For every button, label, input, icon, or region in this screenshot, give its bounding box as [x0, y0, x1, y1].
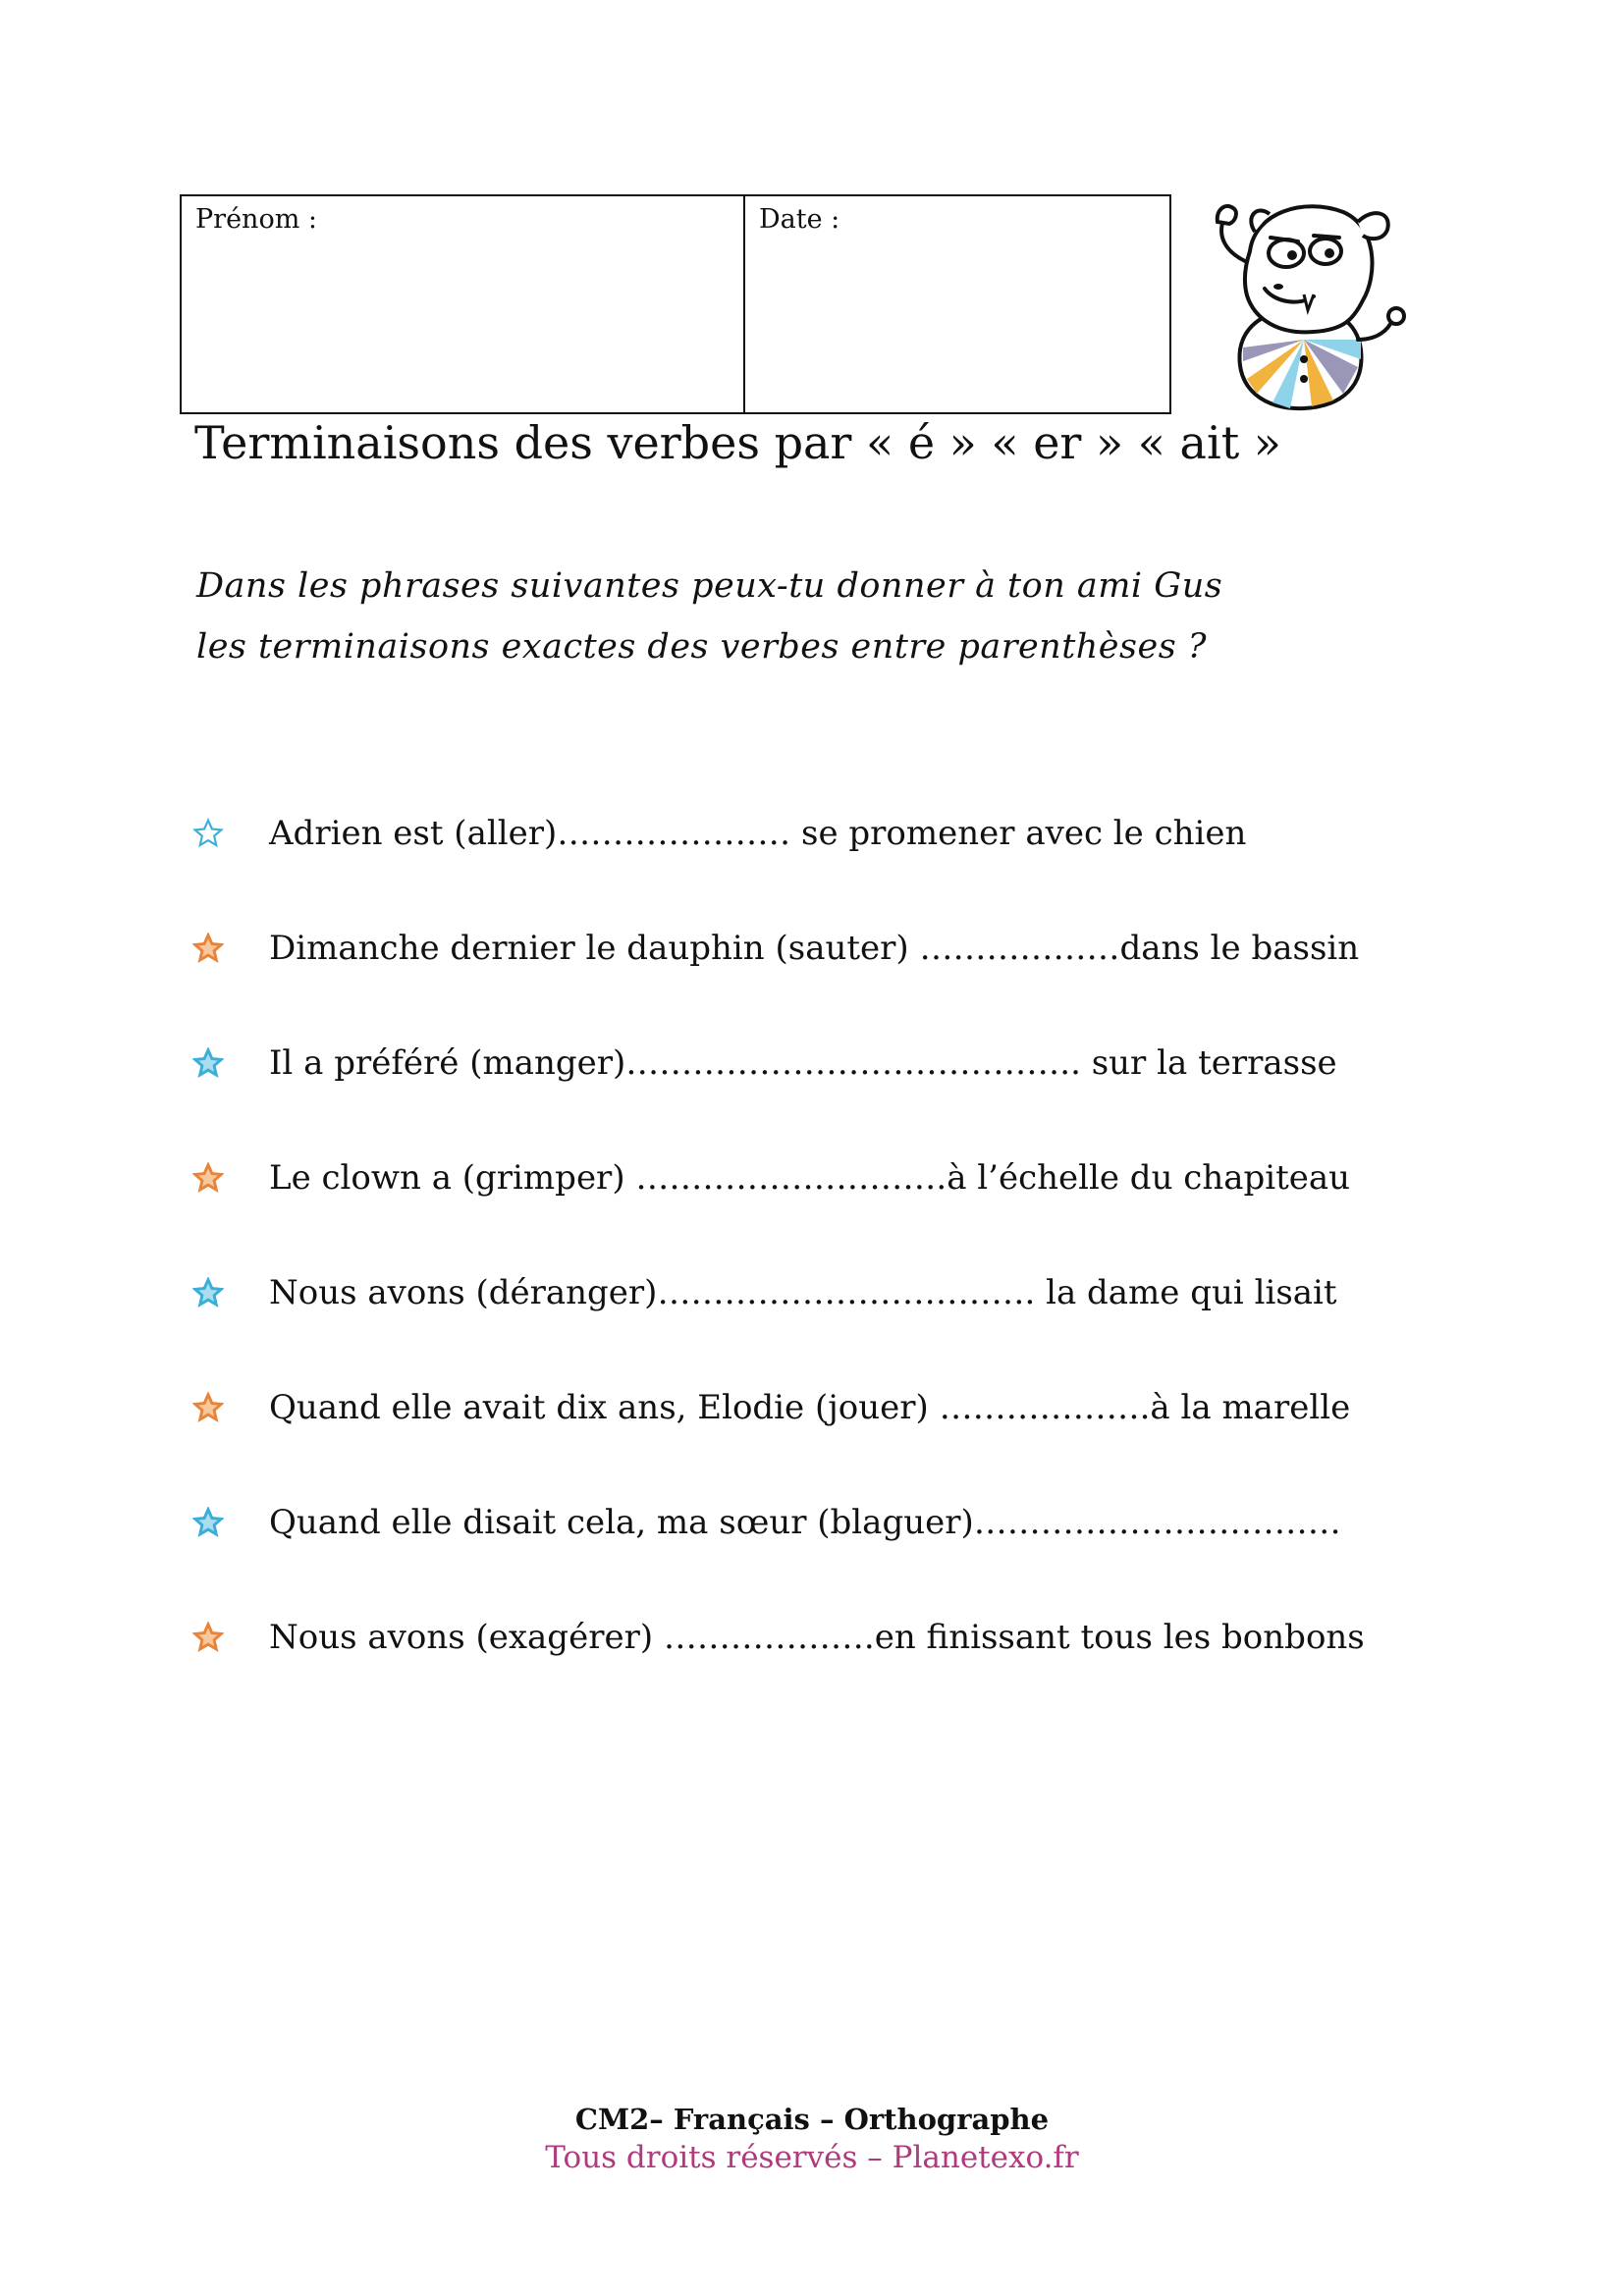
exercise-item	[192, 890, 1469, 1005]
star-icon	[192, 1507, 224, 1538]
exercise-item	[192, 1005, 1469, 1120]
date-field[interactable]	[745, 196, 1169, 412]
exercise-sentence: Nous avons (exagérer) ……………….en finissant tous les bonbons	[269, 1617, 1365, 1657]
footer-rights: Tous droits réservés – Planetexo.fr	[545, 2140, 1079, 2175]
exercise-sentence: Quand elle avait dix ans, Elodie (jouer) ……………….à la marelle	[269, 1387, 1351, 1427]
star-icon	[192, 1162, 224, 1194]
star-icon	[192, 1622, 224, 1653]
exercise-item	[192, 1350, 1469, 1465]
star-icon	[192, 1047, 224, 1079]
footer-title: CM2– Français – Orthographe	[574, 2103, 1050, 2136]
exercise-item	[192, 1120, 1469, 1235]
exercise-sentence: Le clown a (grimper) ……………………….à l’échelle du chapiteau	[269, 1157, 1351, 1198]
instruction-line: Dans les phrases suivantes peux-tu donner à ton ami Gus	[196, 566, 1223, 606]
first-name-field[interactable]	[182, 196, 745, 412]
exercise-sentence: Quand elle disait cela, ma sœur (blaguer)……………………………	[269, 1502, 1341, 1542]
exercise-item	[192, 1579, 1469, 1694]
exercise-sentence: Adrien est (aller)………………… se promener avec le chien	[269, 813, 1247, 853]
page-title: Terminaisons des verbes par « é » « er » « ait »	[194, 416, 1281, 469]
exercise-list	[192, 775, 1469, 1694]
exercise-item	[192, 775, 1469, 890]
instructions	[196, 556, 1473, 677]
header-box	[180, 194, 1171, 414]
exercise-item	[192, 1465, 1469, 1579]
star-icon	[192, 933, 224, 964]
exercise-item	[192, 1235, 1469, 1350]
instruction-line: les terminaisons exactes des verbes entre parenthèses ?	[196, 627, 1208, 667]
star-icon	[192, 1277, 224, 1308]
exercise-sentence: Il a préféré (manger)………………………………….. sur la terrasse	[269, 1042, 1337, 1083]
exercise-sentence: Dimanche dernier le dauphin (sauter) ………………dans le bassin	[269, 928, 1360, 968]
exercise-sentence: Nous avons (déranger)……………………………. la dame qui lisait	[269, 1272, 1337, 1312]
first-name-label: Prénom :	[195, 204, 317, 235]
star-icon	[192, 1392, 224, 1423]
gus-mascot-illustration	[1196, 192, 1412, 418]
outline-star-icon	[192, 818, 224, 849]
date-label: Date :	[759, 204, 840, 235]
